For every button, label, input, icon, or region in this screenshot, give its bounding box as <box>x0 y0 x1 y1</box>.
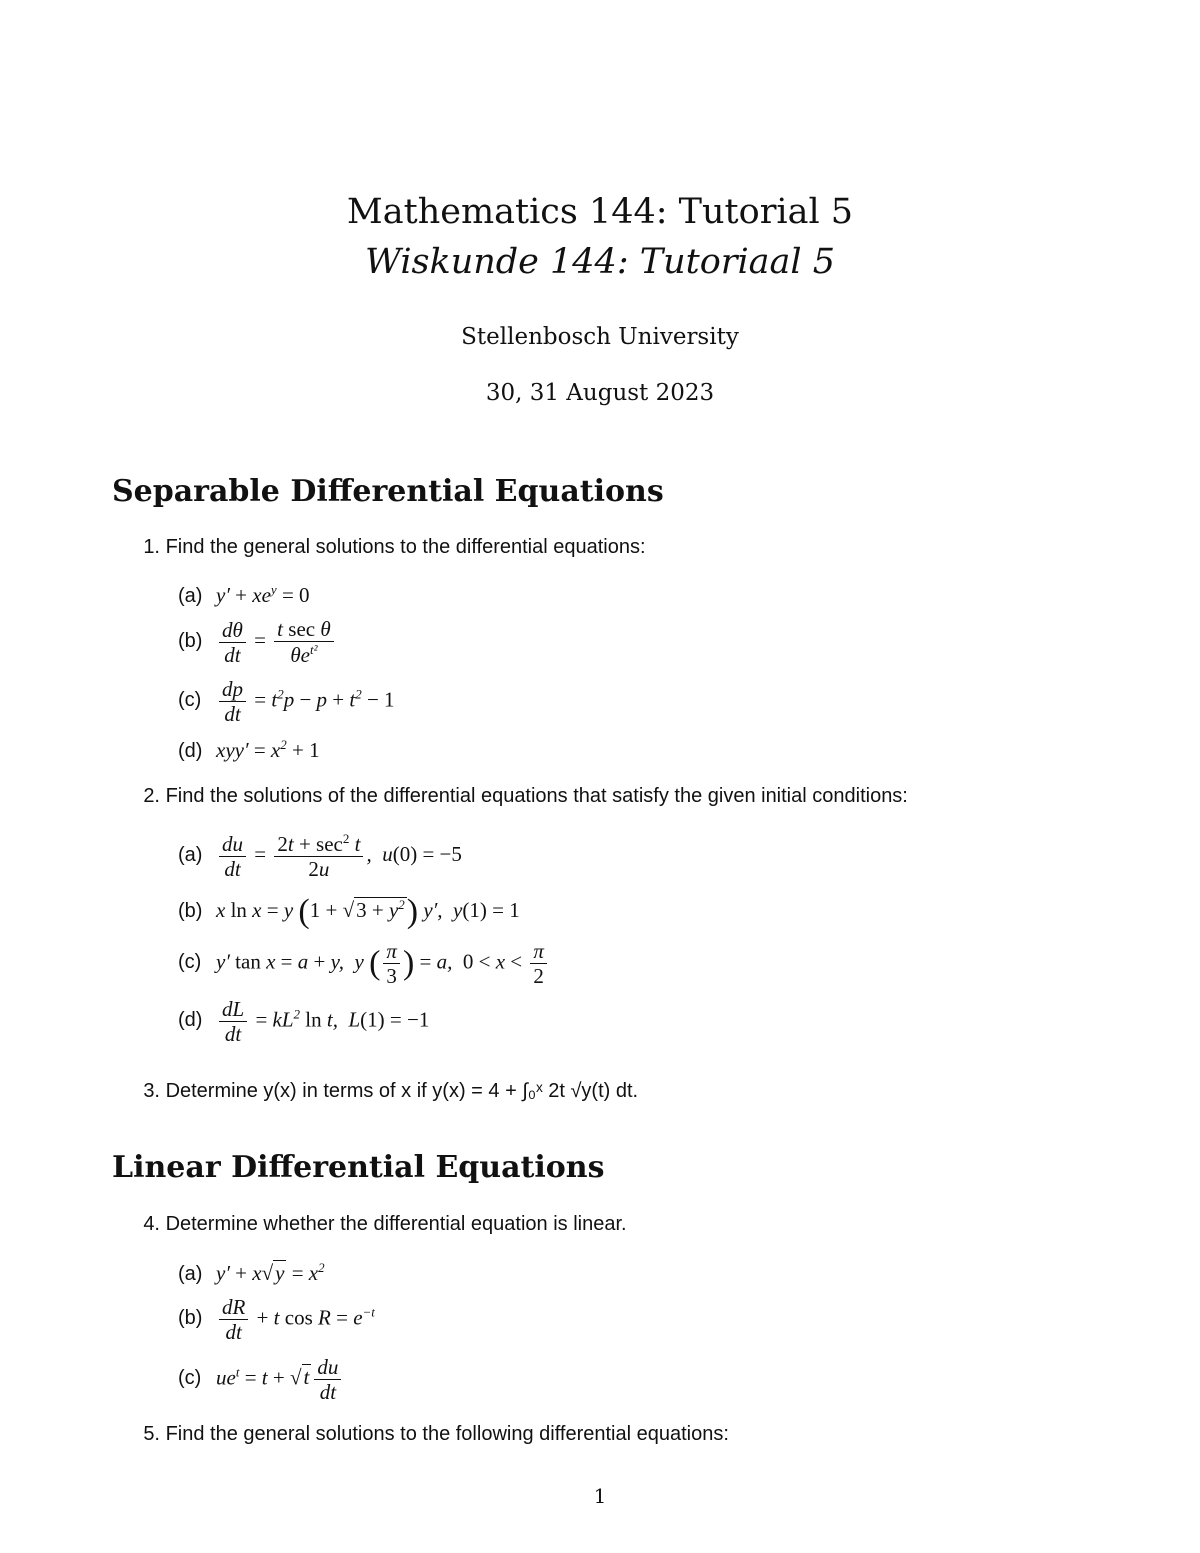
section-title-separable: Separable Differential Equations <box>112 474 664 509</box>
part-label: (d) <box>178 1009 203 1032</box>
q1-part-b: (b) $\frac{d\theta}{dt}$ = $\frac{\text{t sec θ}}{\theta e^{t^2}}$ <box>178 618 337 666</box>
q1-part-a: (a) $y' + xe^y = 0$ <box>178 582 310 607</box>
question-number: 5. <box>143 1423 160 1445</box>
question-text: Find the general solutions to the following differential equations: <box>165 1423 729 1445</box>
q4-part-c: (c) $ue^t = t + √t$ $\frac{du}{dt}$ <box>178 1356 344 1403</box>
part-label: (c) <box>178 951 202 974</box>
question-3 <box>130 1080 638 1103</box>
page-title: Mathematics 144: Tutorial 5 <box>346 192 854 232</box>
q4-part-b: (b) $\frac{dR}{dt}$ + t $\cos R = e^{-t}$ <box>178 1295 375 1345</box>
institution: Stellenbosch University <box>461 324 739 350</box>
question-1 <box>130 536 646 559</box>
question-text: Find the solutions of the differential equations that satisfy the given initial conditions: <box>165 785 908 807</box>
part-label: (a) <box>178 585 203 607</box>
page-number: 1 <box>593 1484 607 1508</box>
part-label: (c) <box>178 1367 202 1390</box>
q2-part-a: (a) $\frac{du}{dt}$ = $\frac{2t + \sec^2 t}{2u}$ , u(0) = −5 <box>178 831 462 882</box>
question-2 <box>130 785 908 808</box>
q1-part-d: (d) $xyy' = x^2 + 1$ <box>178 737 320 762</box>
part-label: (b) <box>178 899 203 922</box>
q4-part-a: (a) $y' + x√y = x^2$ <box>178 1260 325 1285</box>
question-5 <box>130 1423 729 1446</box>
date: 30, 31 August 2023 <box>485 380 715 406</box>
question-number: 4. <box>143 1213 160 1235</box>
q2-part-d: (d) $\frac{dL}{dt}$ = $kL^2$ ln t, L(1) = −1 <box>178 997 430 1047</box>
part-label: (c) <box>178 689 202 712</box>
section-title-linear: Linear Differential Equations <box>112 1150 605 1185</box>
question-text: Find the general solutions to the differential equations: <box>165 536 646 558</box>
question-number: 2. <box>143 785 160 807</box>
part-label: (b) <box>178 1307 203 1330</box>
question-number: 1. <box>143 536 160 558</box>
q2-part-c: (c) y′ tan x = a + y, y ( $\frac{\pi}{3}$ ) = a, 0 < x < $\frac{\pi}{2}$ <box>178 940 550 987</box>
part-label: (d) <box>178 740 203 762</box>
page-subtitle: Wiskunde 144: Tutoriaal 5 <box>364 242 836 282</box>
question-text: Determine y(x) in terms of x if y(x) = 4 + ∫₀ˣ 2t √y(t) dt. <box>165 1080 639 1102</box>
question-text: Determine whether the differential equation is linear. <box>165 1213 627 1235</box>
q2-part-b: (b) x ln x = y $(1 + √3 + y^2)$ y′, y(1) = 1 <box>178 893 520 930</box>
part-label: (b) <box>178 629 203 652</box>
part-label: (a) <box>178 1263 203 1285</box>
question-4 <box>130 1213 627 1236</box>
q1-part-c: (c) $\frac{dp}{dt}$ = $t^2p - p + t^2 - 1$ <box>178 677 395 727</box>
part-label: (a) <box>178 843 203 866</box>
question-number: 3. <box>143 1080 160 1102</box>
